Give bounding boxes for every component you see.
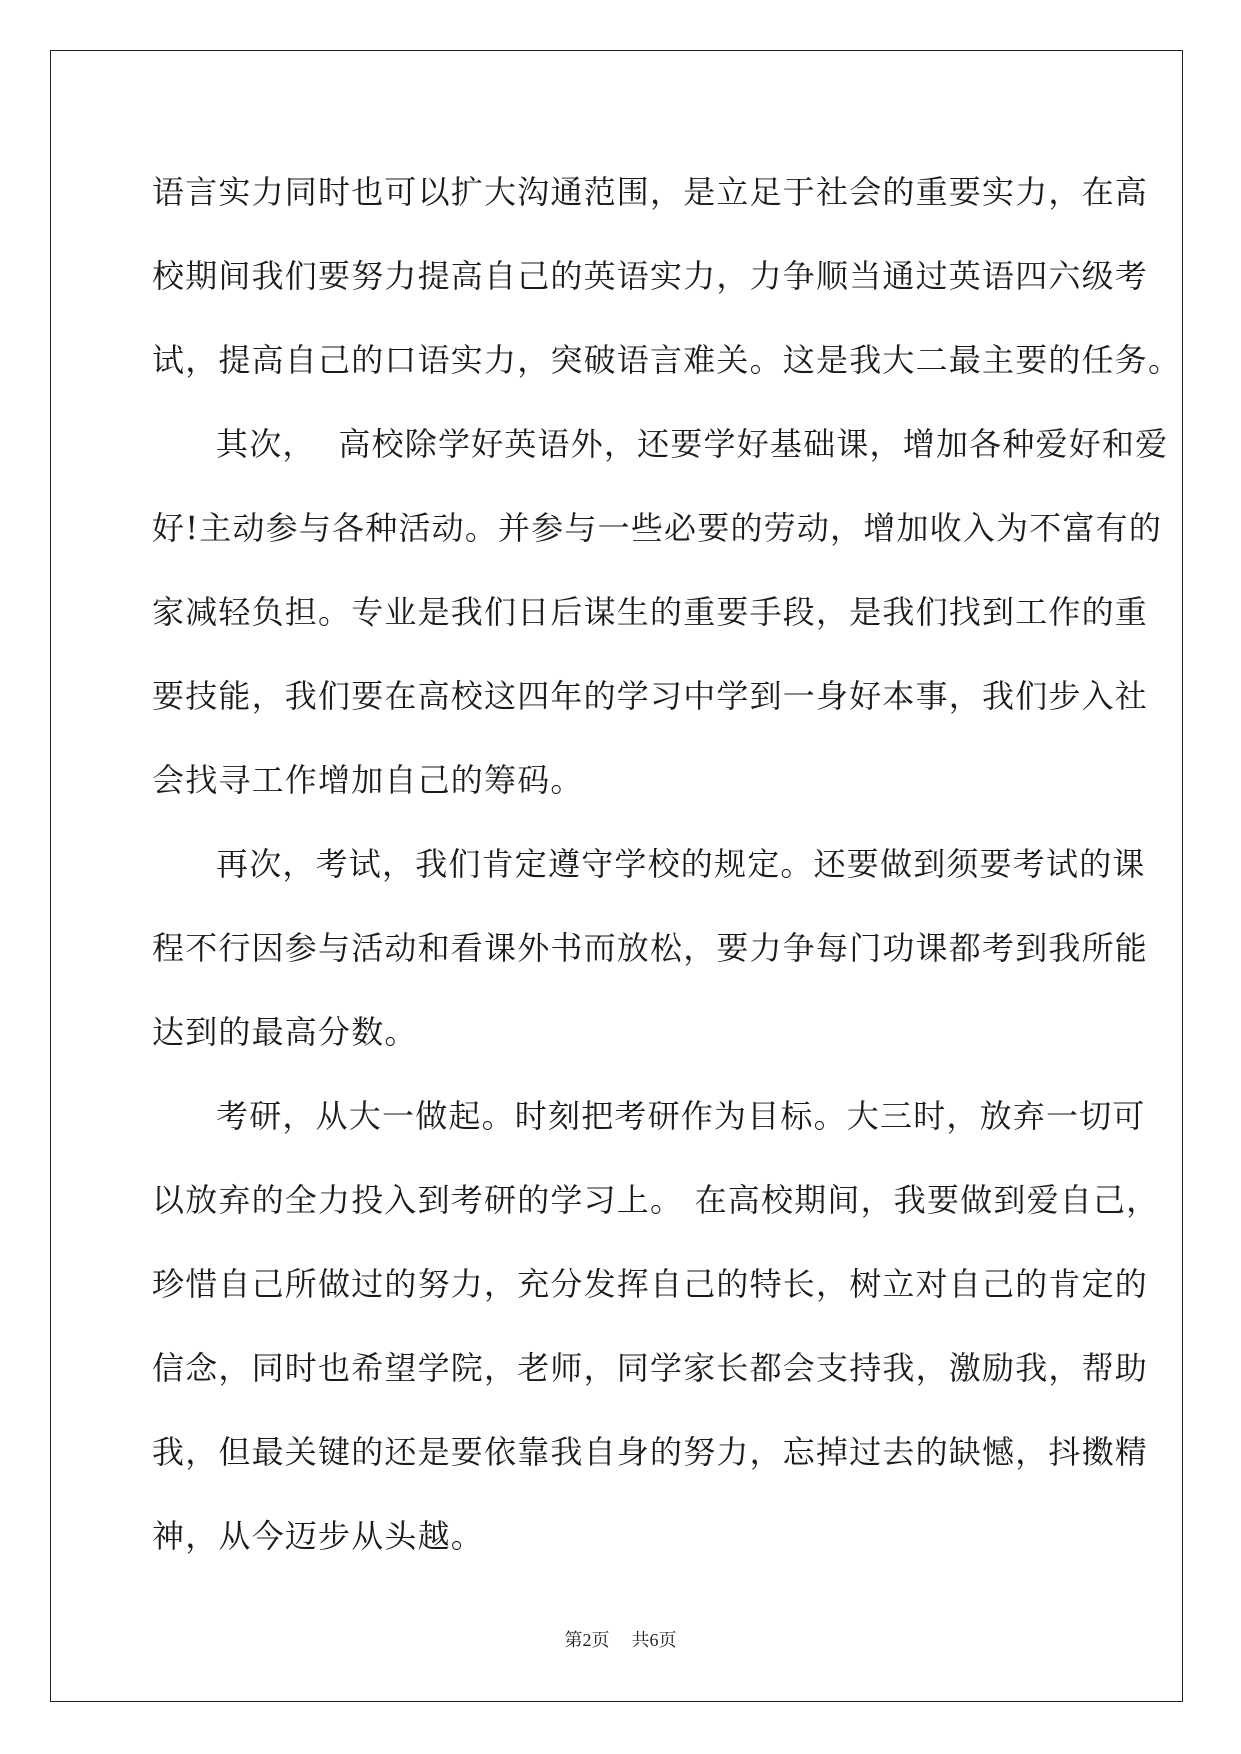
text-line: 信念，同时也希望学院，老师，同学家长都会支持我，激励我，帮助	[152, 1349, 1149, 1387]
text-line: 我，但最关键的还是要依靠我自身的努力，忘掉过去的缺憾，抖擞精	[152, 1433, 1149, 1471]
paragraph-start-line: 再次，考试，我们肯定遵守学校的规定。还要做到须要考试的课	[216, 845, 1146, 883]
text-line: 会找寻工作增加自己的筹码。	[152, 761, 584, 799]
page-footer	[0, 1628, 1241, 1652]
text-line: 好!主动参与各种活动。并参与一些必要的劳动，增加收入为不富有的	[152, 509, 1163, 547]
text-line: 要技能，我们要在高校这四年的学习中学到一身好本事，我们步入社	[152, 677, 1149, 715]
current-page-number: 第2页	[564, 1630, 610, 1650]
total-page-count: 共6页	[631, 1630, 677, 1650]
paragraph-start-line: 其次， 高校除学好英语外，还要学好基础课，增加各种爱好和爱	[216, 425, 1169, 463]
document-body	[152, 150, 1182, 1578]
text-line: 达到的最高分数。	[152, 1013, 418, 1051]
text-line: 神，从今迈步从头越。	[152, 1517, 485, 1555]
text-line: 珍惜自己所做过的努力，充分发挥自己的特长，树立对自己的肯定的	[152, 1265, 1149, 1303]
text-line: 家减轻负担。专业是我们日后谋生的重要手段，是我们找到工作的重	[152, 593, 1149, 631]
paragraph-start-line: 考研，从大一做起。时刻把考研作为目标。大三时，放弃一切可	[216, 1097, 1146, 1135]
text-line: 以放弃的全力投入到考研的学习上。 在高校期间，我要做到爱自己，	[152, 1181, 1160, 1219]
text-line: 程不行因参与活动和看课外书而放松，要力争每门功课都考到我所能	[152, 929, 1149, 967]
text-line: 语言实力同时也可以扩大沟通范围，是立足于社会的重要实力，在高	[152, 173, 1149, 211]
text-line: 试，提高自己的口语实力，突破语言难关。这是我大二最主要的任务。	[152, 341, 1182, 379]
text-line: 校期间我们要努力提高自己的英语实力，力争顺当通过英语四六级考	[152, 257, 1149, 295]
